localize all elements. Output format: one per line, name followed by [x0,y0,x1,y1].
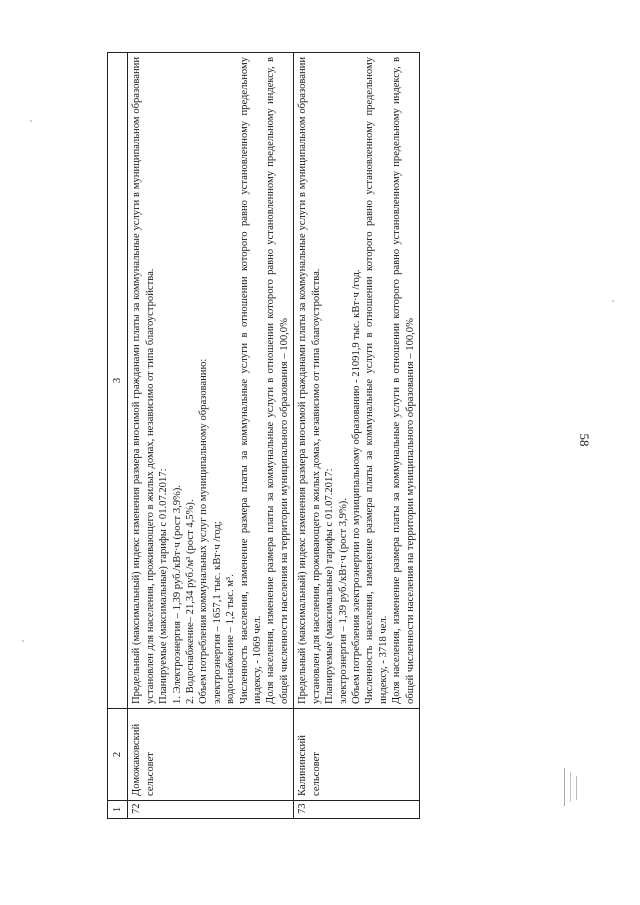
desc-line: электроэнергия – 1,39 руб./кВт·ч (рост 3,9%). [337,498,349,704]
faint-stamp-mark [562,768,584,806]
municipality-name: Доможаковский сельсовет [128,709,294,801]
desc-line: Объем потребления электроэнергии по муниципальному образованию - 21091,9 тыс. кВт·ч /год. [350,269,362,704]
desc-line: Предельный (максимальный) индекс изменения размера вносимой гражданами платы за коммунальные услуги в муниципальном образовании установлен для населения, проживающего в жилых домах, независимо от типа благоустройства. [131,57,156,704]
desc-line: водоснабжение – 1,2 тыс. м³. [225,574,237,704]
desc-line: Предельный (максимальный) индекс изменения размера вносимой гражданами платы за коммунальные услуги в муниципальном образовании установлен для населения, проживающего в жилых домах, независимо от типа благоустройства. [297,57,322,704]
table-header-row [108,53,128,819]
desc-line: Планируемые (максимальные) тарифы с 01.07.2017: [324,468,336,704]
table-row [294,53,420,819]
scan-speck [612,300,614,302]
document-table [107,52,420,819]
row-number: 72 [128,801,294,819]
desc-line: Планируемые (максимальные) тарифы с 01.07.2017: [158,468,170,704]
desc-line: Объем потребления коммунальных услуг по муниципальному образованию: [198,358,210,704]
header-col-3: 3 [108,53,128,709]
scan-speck [30,120,32,122]
row-description [294,53,420,709]
municipality-name: Калининский сельсовет [294,709,420,801]
desc-line: Доля населения, изменение размера платы за коммунальные услуги в отношении которого равно установленному предельному индексу, в общей численности населения на территории муниципального образования – 100,0% [391,57,416,704]
scan-speck [22,640,24,642]
desc-line: Численность населения, изменение размера платы за коммунальные услуги в отношении которого равно установленному предельному индексу, - 1069 чел. [238,57,264,704]
desc-line: Численность населения, изменение размера платы за коммунальные услуги в отношении которого равно установленному предельному индексу, - 3718 чел. [364,57,389,704]
header-col-2: 2 [108,709,128,801]
table-row [128,53,294,819]
document-table-rotated [107,52,579,819]
row-description [128,53,294,709]
desc-line: Доля населения, изменение размера платы за коммунальные услуги в отношении которого равно установленному предельному индексу, в общей численности населения на территории муниципального образования – 100,0% [265,57,290,704]
header-col-1: 1 [108,801,128,819]
row-number: 73 [294,801,420,819]
desc-line: 1. Электроэнергия – 1,39 руб./кВт·ч (рост 3,9%). [171,484,183,704]
page-number: 58 [577,433,592,447]
desc-line: 2. Водоснабжение– 21,34 руб./м³ (рост 4,5%). [185,499,197,704]
desc-line: электроэнергия – 1657,1 тыс. кВт·ч /год; [211,521,223,704]
